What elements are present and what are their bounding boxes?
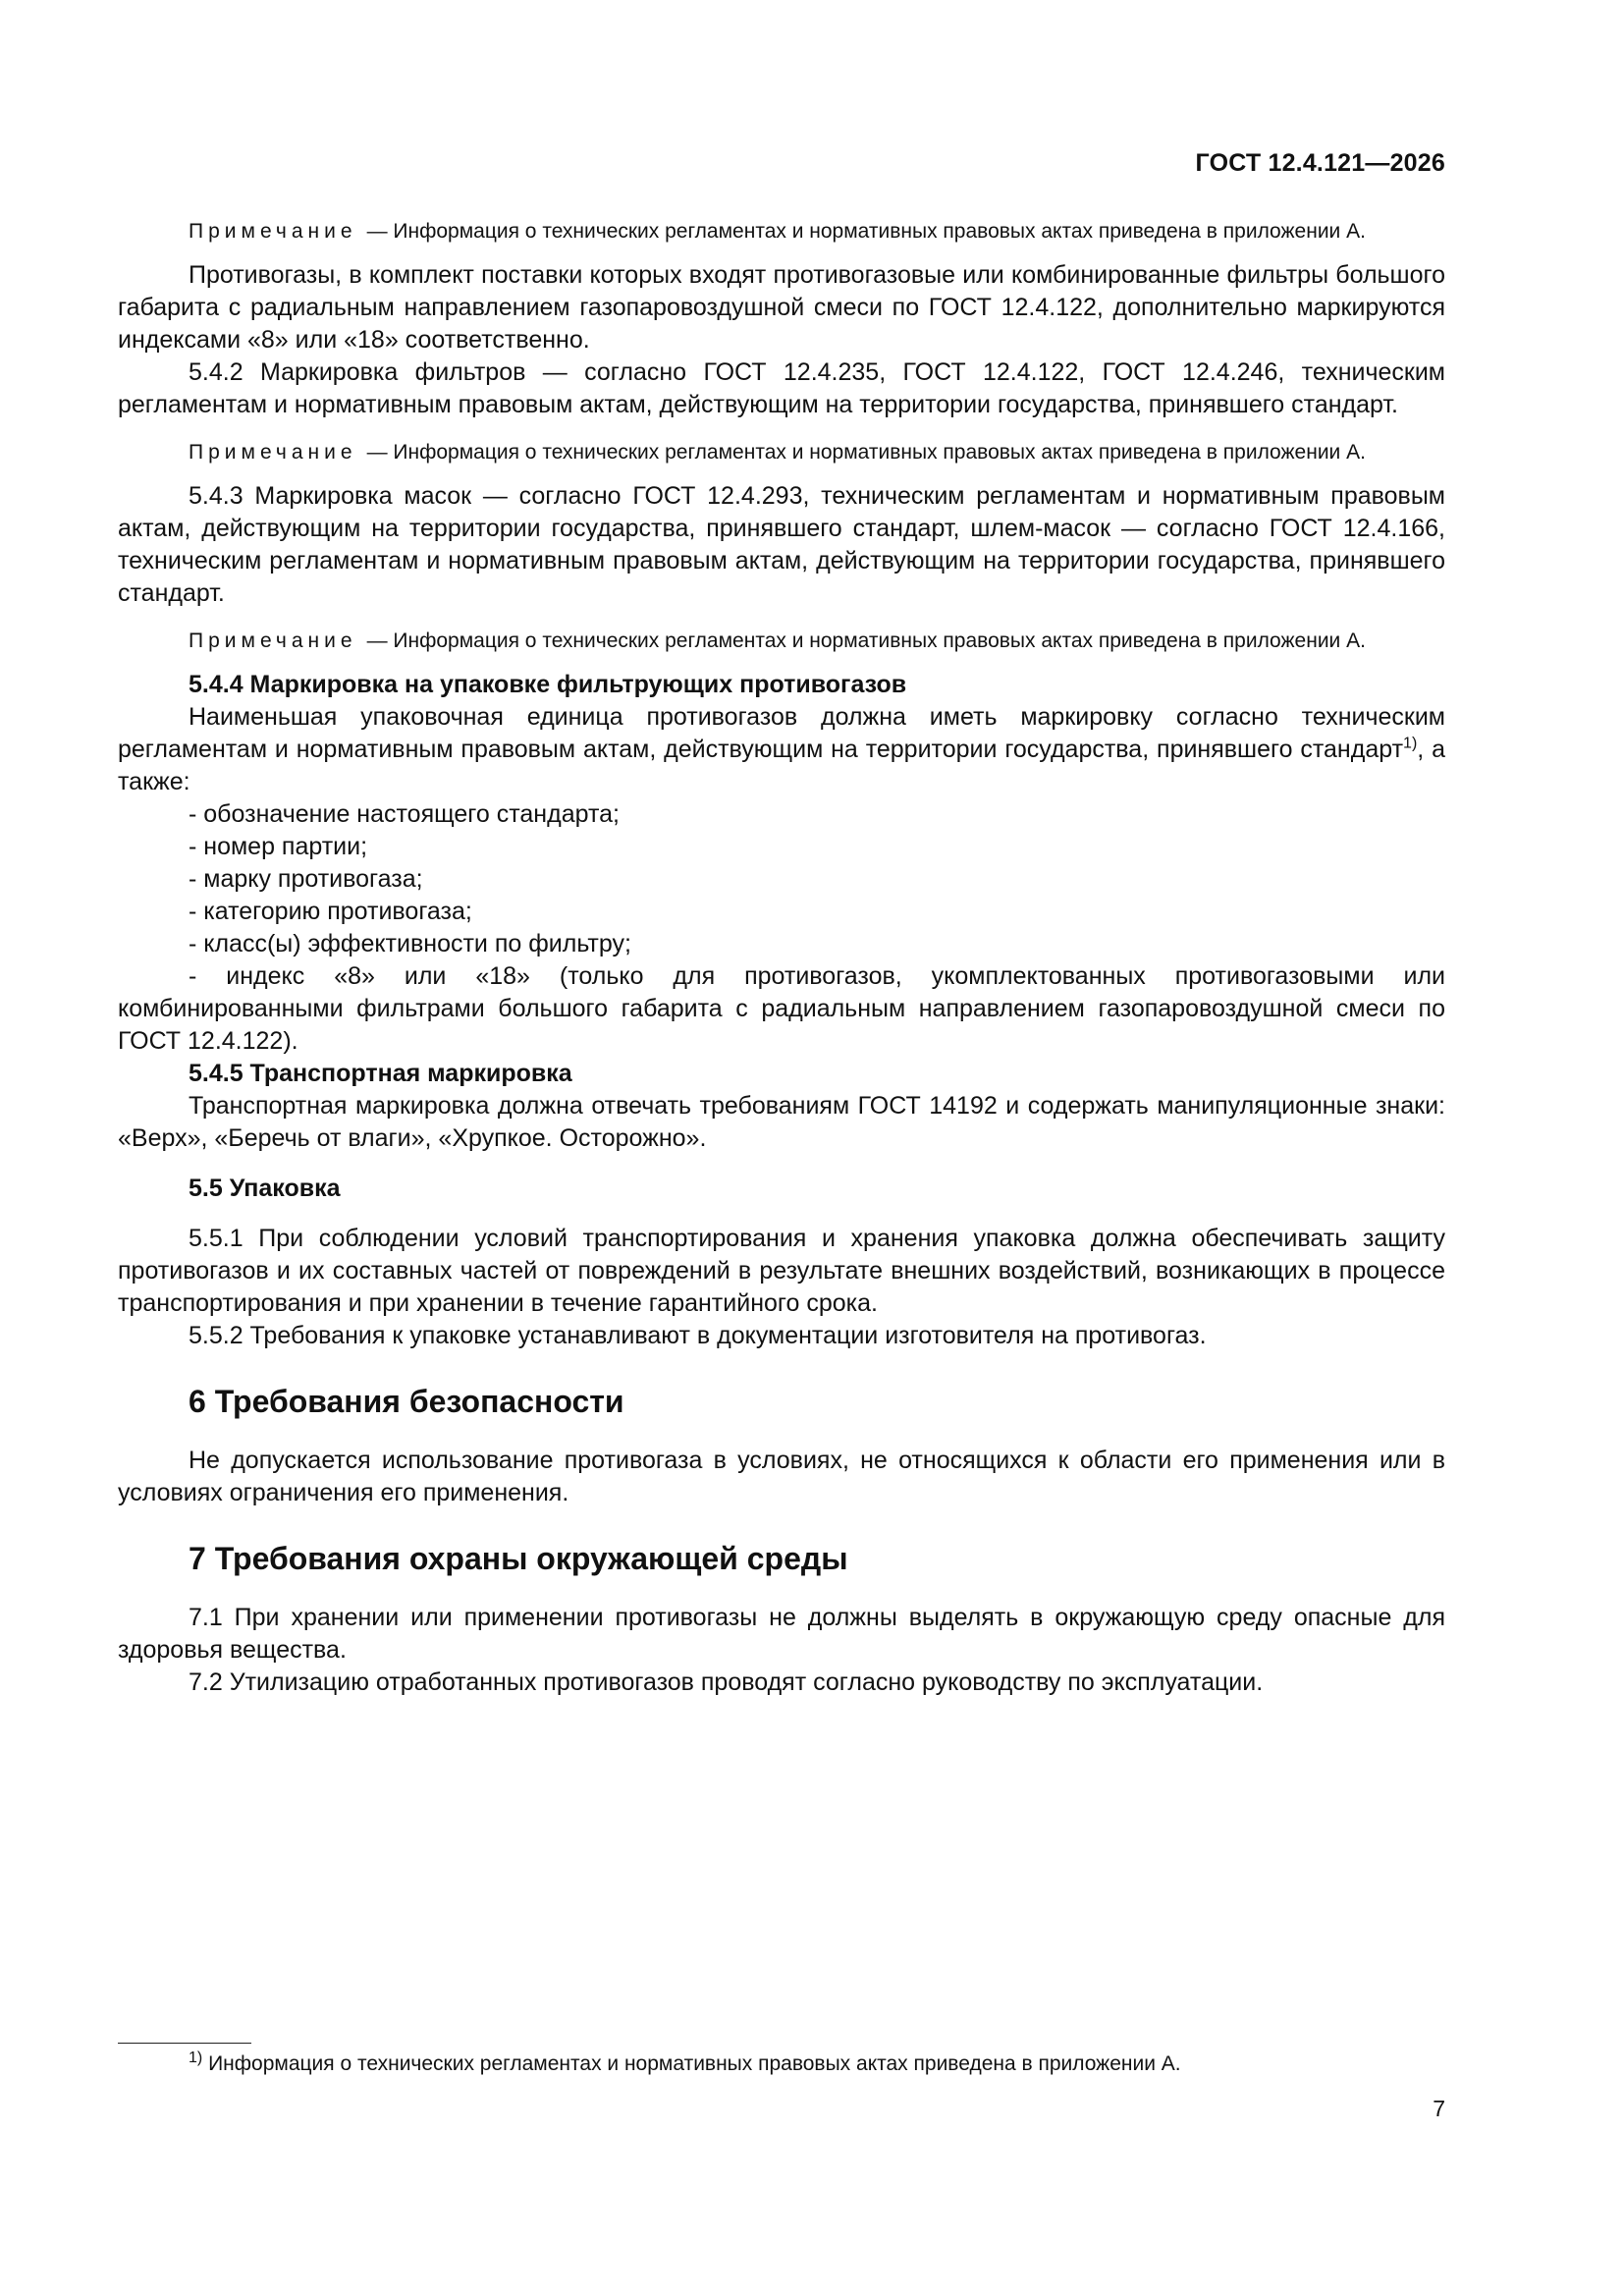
list-item: - категорию противогаза; <box>189 898 472 925</box>
note-1 <box>118 218 1445 246</box>
paragraph-5-5-2: 5.5.2 Требования к упаковке устанавливают в документации изготовителя на противогаз. <box>189 1322 1207 1349</box>
note-2 <box>118 439 1445 466</box>
paragraph-7-2: 7.2 Утилизацию отработанных противогазов проводят согласно руководству по эксплуатации. <box>189 1668 1264 1696</box>
paragraph-5-5-1: 5.5.1 При соблюдении условий транспортирования и хранения упаковка должна обеспечивать защиту противогазов и их составных частей от повреждений в результате внешних воздействий, возникающих в процессе транспортирования и при хранении в течение гарантийного срока. <box>118 1225 1445 1317</box>
note-label: Примечание <box>189 220 357 243</box>
note-3 <box>118 628 1445 655</box>
list-item: - номер партии; <box>189 833 368 860</box>
page-content <box>118 218 1445 1699</box>
footnote-mark: 1) <box>189 2050 203 2066</box>
paragraph-5-4-4-intro <box>118 701 1445 798</box>
paragraph-section-6: Не допускается использование противогаза в условиях, не относящихся к области его применения или в условиях ограничения его применения. <box>118 1447 1445 1506</box>
heading-5-4-5: 5.4.5 Транспортная маркировка <box>189 1060 572 1087</box>
footnote <box>189 2050 1181 2078</box>
list-item: - класс(ы) эффективности по фильтру; <box>189 930 631 957</box>
heading-section-7: 7 Требования охраны окружающей среды <box>189 1541 848 1576</box>
document-page <box>118 0 1445 2296</box>
note-text: — Информация о технических регламентах и нормативных правовых актах приведена в приложении А. <box>366 220 1366 243</box>
intro-text: Наименьшая упаковочная единица противогазов должна иметь маркировку согласно техническим регламентам и нормативным правовым актам, действующим на территории государства, принявшего стандарт <box>118 703 1445 763</box>
heading-5-4-4: 5.4.4 Маркировка на упаковке фильтрующих противогазов <box>189 671 907 698</box>
heading-section-6: 6 Требования безопасности <box>189 1384 624 1419</box>
paragraph-gasmask-indexes: Противогазы, в комплект поставки которых входят противогазовые или комбинированные фильтры большого габарита с радиальным направлением газопаровоздушной смеси по ГОСТ 12.4.122, дополнительно маркируются индексами «8» или «18» соответственно. <box>118 261 1445 354</box>
page-number: 7 <box>1433 2096 1445 2121</box>
note-label: Примечание <box>189 441 357 464</box>
document-code-header: ГОСТ 12.4.121—2026 <box>1195 149 1445 177</box>
note-text: — Информация о технических регламентах и нормативных правовых актах приведена в приложении А. <box>366 629 1366 652</box>
paragraph-7-1: 7.1 При хранении или применении противогазы не должны выделять в окружающую среду опасные для здоровья вещества. <box>118 1604 1445 1664</box>
note-label: Примечание <box>189 629 357 652</box>
paragraph-5-4-3: 5.4.3 Маркировка масок — согласно ГОСТ 12.4.293, техническим регламентам и нормативным правовым актам, действующим на территории государства, принявшего стандарт, шлем-масок — согласно ГОСТ 12.4.166, техническим регламентам и нормативным правовым актам, действующим на территории государства, принявшего стандарт. <box>118 482 1445 607</box>
list-item: - марку противогаза; <box>189 865 423 893</box>
footnote-reference: 1) <box>1403 735 1418 752</box>
heading-5-5: 5.5 Упаковка <box>189 1175 341 1202</box>
paragraph-5-4-2: 5.4.2 Маркировка фильтров — согласно ГОСТ 12.4.235, ГОСТ 12.4.122, ГОСТ 12.4.246, техническим регламентам и нормативным правовым актам, действующим на территории государства, принявшего стандарт. <box>118 358 1445 418</box>
note-text: — Информация о технических регламентах и нормативных правовых актах приведена в приложении А. <box>366 441 1366 464</box>
list-item: - обозначение настоящего стандарта; <box>189 800 620 828</box>
intro-tail: , а также: <box>118 736 1445 795</box>
footnote-separator <box>118 2043 251 2044</box>
footnote-text: Информация о технических регламентах и нормативных правовых актах приведена в приложении А. <box>208 2052 1181 2075</box>
paragraph-5-4-5: Транспортная маркировка должна отвечать требованиям ГОСТ 14192 и содержать манипуляционные знаки: «Верх», «Беречь от влаги», «Хрупкое. Осторожно». <box>118 1092 1445 1152</box>
list-item: - индекс «8» или «18» (только для противогазов, укомплектованных противогазовыми или комбинированными фильтрами большого габарита с радиальным направлением газопаровоздушной смеси по ГОСТ 12.4.122). <box>118 962 1445 1055</box>
